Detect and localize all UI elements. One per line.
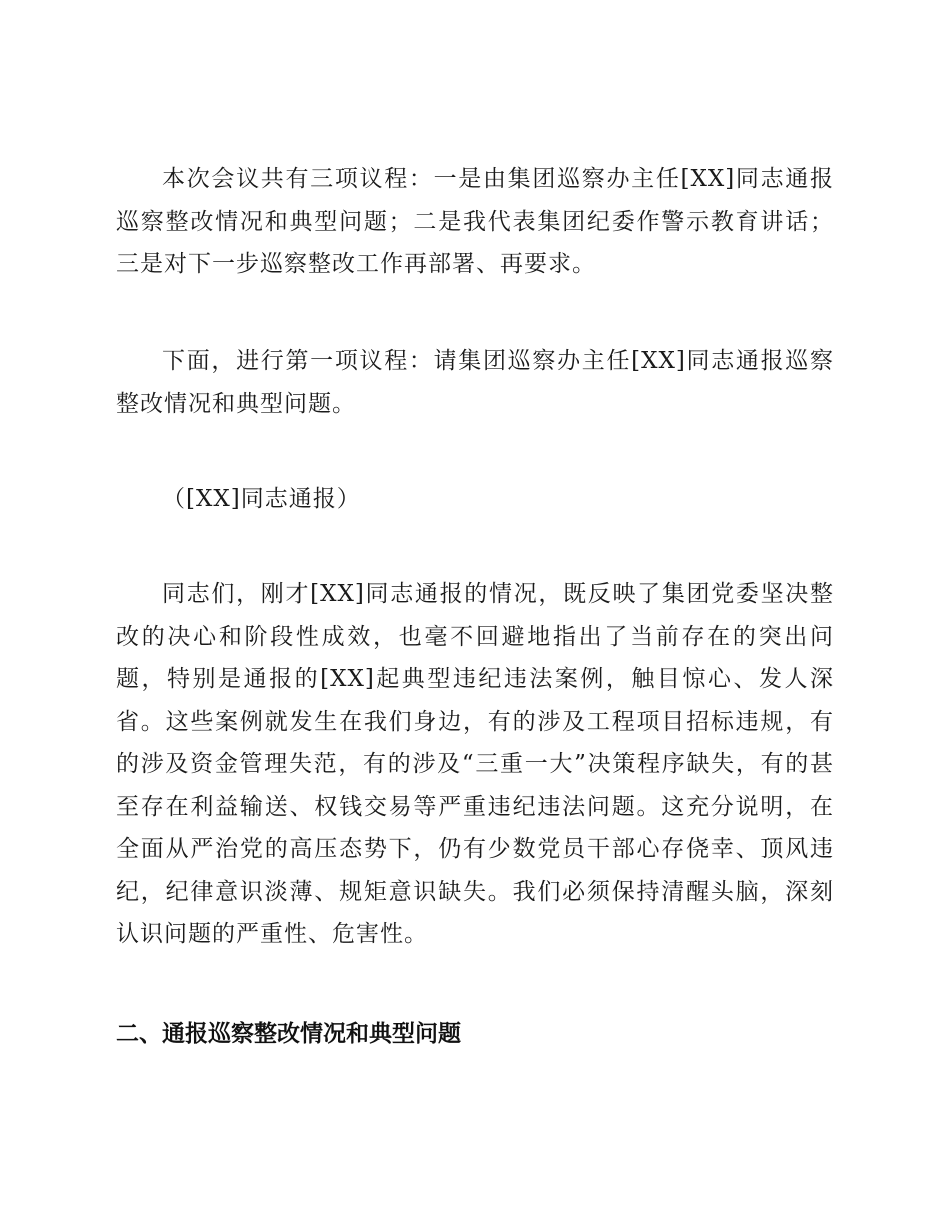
- section-heading: 二、通报巡察整改情况和典型问题: [116, 1021, 461, 1047]
- paragraph-report-note: （[XX]同志通报）: [162, 486, 361, 512]
- paragraph-agenda: 本次会议共有三项议程：一是由集团巡察办主任[XX]同志通报巡察整改情况和典型问题；二是我代表集团纪委作警示教育讲话；三是对下一步巡察整改工作再部署、再要求。: [116, 166, 834, 277]
- paragraph-first-item: 下面，进行第一项议程：请集团巡察办主任[XX]同志通报巡察整改情况和典型问题。: [116, 348, 834, 417]
- paragraph-comrades-remarks: 同志们，刚才[XX]同志通报的情况，既反映了集团党委坚决整改的决心和阶段性成效，也毫不回避地指出了当前存在的突出问题，特别是通报的[XX]起典型违纪违法案例，触目惊心、发人深省。这些案例就发生在我们身边，有的涉及工程项目招标违规，有的涉及资金管理失范，有的涉及“三重一大”决策程序缺失，有的甚至存在利益输送、权钱交易等严重违纪违法问题。这充分说明，在全面从严治党的高压态势下，仍有少数党员干部心存侥幸、顶风违纪，纪律意识淡薄、规矩意识缺失。我们必须保持清醒头脑，深刻认识问题的严重性、危害性。: [116, 581, 834, 947]
